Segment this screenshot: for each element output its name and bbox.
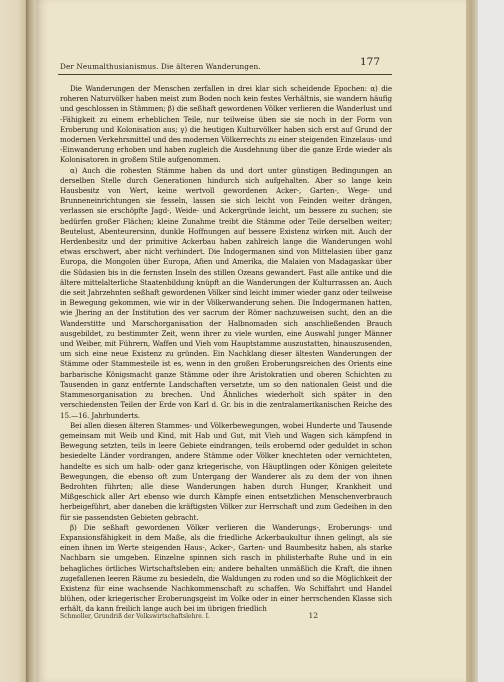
running-title: Der Neumalthusianismus. Die älteren Wanderungen. (60, 62, 261, 71)
paragraph: Die Wanderungen der Menschen zerfallen in drei klar sich scheidende Epochen: α) die roheren Naturvölker haben meist zum Boden noch kein festes Verhältnis, sie wandern häufig und geschlossen in Stämmen; β) die seßhaft gewordenen Völker verlieren die Wanderlust und -Fähigkeit zu einem erheblichen Teile, nur teilweise üben sie sie noch in der Form von Eroberung und Kolonisation aus; γ) die heutigen Kulturvölker haben sich erst auf Grund der modernen Verkehrsmittel und des modernen Völkerrechts zu einer steigenden Einzelaus- und -Einwanderung erhoben und haben zugleich die Ausdehnung über die ganze Erde wieder als Kolonisatoren in großem Stile aufgenommen. (60, 84, 392, 165)
paragraph: β) Die seßhaft gewordenen Völker verlieren die Wanderungs-, Eroberungs- und Expansionsfähigkeit in dem Maße, als die friedliche Ackerbaukultur ihnen gelingt, als sie einen ihnen im Werte steigenden Haus-, Acker-, Garten- und Baumbesitz haben, als starke Nachbarn sie umgeben. Einzelne spinnen sich rasch in philisterhafte Ruhe und in ein behagliches örtliches Wirtschaftsleben ein; andere behalten unmäßlich die Kraft, die ihnen zugefallenen leeren Räume zu besiedeln, die Waldungen zu roden und so die Möglichkeit der Existenz für eine wachsende Nachkommenschaft zu schaffen. Wo Schiffahrt und Handel blühen, oder kriegerischer Eroberungsgeist im Volke oder in einer herrschenden Klasse sich erhält, da kann freilich lange auch bei im übrigen friedlich (60, 522, 392, 614)
paragraph: Bei allen diesen älteren Stammes- und Völkerbewegungen, wobei Hunderte und Tausende gemeinsam mit Weib und Kind, mit Hab und Gut, mit Vieh und Wagen sich kämpfend in Bewegung setzten, teils in leere Gebiete eindrangen, teils erobernd oder geduldet in schon besiedelte Länder vordrangen, andere Stämme oder Völker knechteten oder vernichteten, handelte es sich um halb- oder ganz kriegerische, von Häuptlingen oder Königen geleitete Bewegungen, die ebenso oft zum Untergang der Wanderer als zu dem der von ihnen Bedrohten führten; alle diese Wanderungen haben durch Hunger, Krankheit und Mißgeschick aller Art ebenso wie durch Kämpfe einen entsetzlichen Menschenverbrauch herbeigeführt, aber daneben die kräftigsten Völker zur Herrschaft und zum Gedeihen in den für sie passendsten Gebieten gebracht. (60, 420, 392, 522)
page-number: 177 (360, 56, 381, 68)
scan-background (478, 0, 504, 682)
paragraph: α) Auch die rohesten Stämme haben da und dort unter günstigen Bedingungen an derselben Stelle durch Generationen hindurch sich aufgehalten. Aber so lange kein Hausbesitz von Wert, keine wertvoll gewordenen Acker-, Garten-, Wege- und Brunneneinrichtungen sie fesseln, lassen sie sich leicht von Feinden weiter drängen, verlassen sie erschöpfte Jagd-, Weide- und Ackergründe leicht, um bessere zu suchen; sie bedürfen großer Flächen; kleine Zunahme treibt die Stämme oder Teile derselben weiter; Beutelust, Abenteurersinn, dunkle Hoffnungen auf bessere Existenz wirken mit. Auch der Herdenbesitz und der primitive Ackerbau haben zahlreich lange die Wanderungen wohl etwas erschwert, aber nicht verhindert. Die Indogermanen sind von Mittelasien über ganz Europa, die Mongolen über Europa, Afien und Amerika, die Malaien von Madagaskar über die Südasien bis in die fernsten Inseln des stillen Ozeans gewandert. Fast alle antike und die ältere mittelalterliche Staatenbildung knüpft an die Wanderungen der Kulturrassen an. Auch die seit Jahrzehnten seßhaft gewordenen Völker sind leicht immer wieder ganz oder teilweise in Bewegung gekommen, wie wir in der Völkerwanderung sehen. Die Indogermanen hatten, wie Jhering an der Institution des ver sacrum der Römer nachzuweisen sucht, den an die Wanderstitte und Marschorganisation der Halbnomaden sich anschließenden Brauch ausgebildet, zu bestimmter Zeit, wenn ihrer zu viele wurden, eine Auswahl junger Männer und Weiber, mit Führern, Waffen und Vieh vom Hauptstamme auszustatten, hinauszusenden, um sich eine neue Existenz zu gründen. Ein Nachklang dieser ältesten Wanderungen der Stämme oder Stammesteile ist es, wenn in den großen Eroberungsreichen des Orients eine barbarische Königsmacht ganze Stämme oder ihre Aristokratien und oberen Schichten zu Tausenden in ganz entfernte Landschaften versetzte, um so den nationalen Geist und die Stammesorganisation zu brechen. Und Ähnliches wiederholt sich später in den verschiedensten Teilen der Erde von Karl d. Gr. bis in die zentralamerikanischen Reiche des 15.—16. Jahrhunderts. (60, 165, 392, 420)
body-text (60, 84, 392, 615)
footer-book-title: Schmoller, Grundriß der Volkswirtschaftslehre. I. (60, 613, 210, 620)
page-stack-edge (466, 0, 478, 682)
signature-number: 12 (308, 611, 318, 620)
header-rule (58, 74, 392, 75)
running-header (60, 62, 390, 71)
page-footer (60, 611, 390, 620)
facing-page-edge (0, 0, 26, 682)
book-gutter (26, 0, 36, 682)
